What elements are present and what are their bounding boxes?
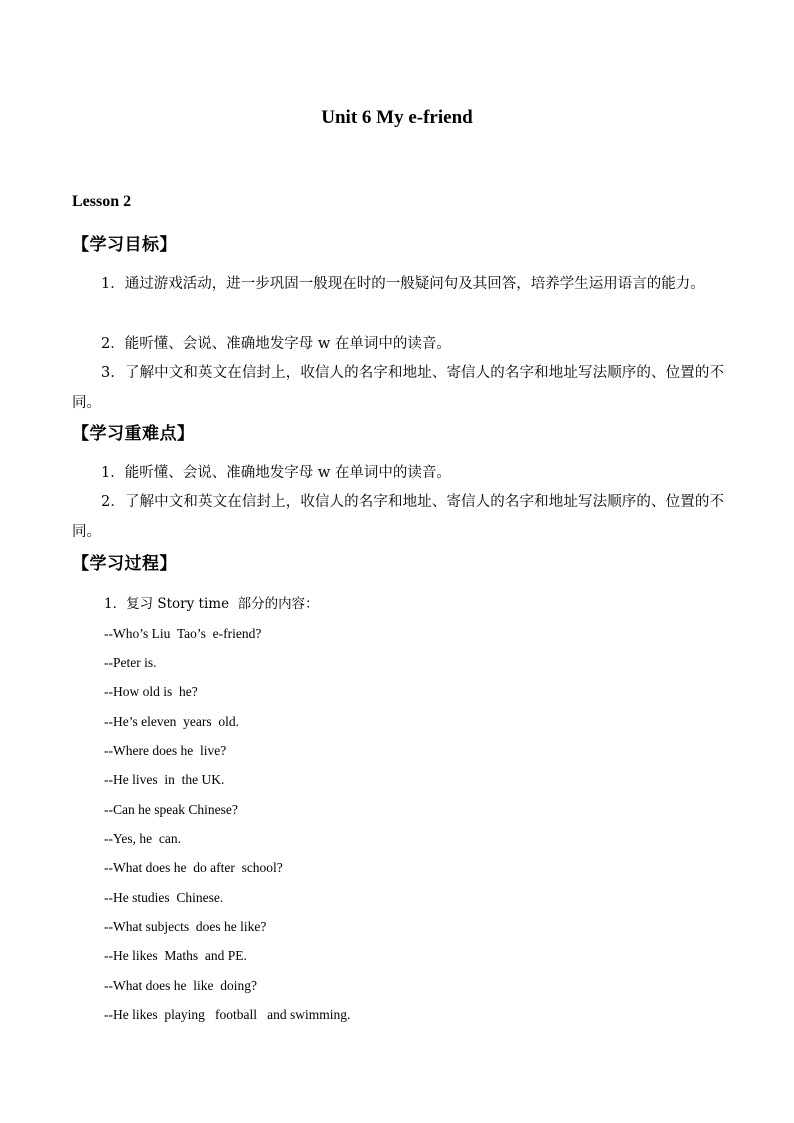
dialogue-line: --He likes playing football and swimming. — [104, 1007, 351, 1022]
key-point-paragraph: 1．能听懂、会说、准确地发字母 w 在单词中的读音。 — [101, 465, 451, 481]
process-line: 1．复习 Story time 部分的内容： — [104, 596, 319, 612]
section-heading-objectives: 【学习目标】 — [72, 235, 177, 255]
key-point-paragraph: 2．了解中文和英文在信封上，收信人的名字和地址、寄信人的名字和地址写法顺序的、位置的不同。 — [72, 494, 724, 540]
dialogue-line: --He’s eleven years old. — [104, 714, 239, 729]
dialogue-line: --What does he do after school? — [104, 860, 283, 875]
dialogue-line: --What does he like doing? — [104, 978, 257, 993]
section-heading-key-points: 【学习重难点】 — [72, 424, 195, 444]
document-title: Unit 6 My e-friend — [321, 107, 473, 128]
section-heading-process: 【学习过程】 — [72, 554, 177, 574]
objective-paragraph: 1．通过游戏活动，进一步巩固一般现在时的一般疑问句及其回答，培养学生运用语言的能力。 — [101, 276, 705, 292]
dialogue-line: --Can he speak Chinese? — [104, 802, 238, 817]
dialogue-line: --Who’s Liu Tao’s e-friend? — [104, 626, 262, 641]
objective-paragraph: 2．能听懂、会说、准确地发字母 w 在单词中的读音。 — [101, 336, 451, 352]
objective-paragraph: 3．了解中文和英文在信封上，收信人的名字和地址、寄信人的名字和地址写法顺序的、位置的不同。 — [72, 365, 724, 411]
dialogue-line: --He studies Chinese. — [104, 890, 224, 905]
lesson-label: Lesson 2 — [72, 193, 132, 210]
dialogue-line: --He likes Maths and PE. — [104, 948, 247, 963]
dialogue-line: --Where does he live? — [104, 743, 227, 758]
dialogue-line: --Yes, he can. — [104, 831, 181, 846]
dialogue-line: --How old is he? — [104, 684, 198, 699]
dialogue-line: --Peter is. — [104, 655, 157, 670]
dialogue-line: --What subjects does he like? — [104, 919, 267, 934]
dialogue-line: --He lives in the UK. — [104, 772, 225, 787]
